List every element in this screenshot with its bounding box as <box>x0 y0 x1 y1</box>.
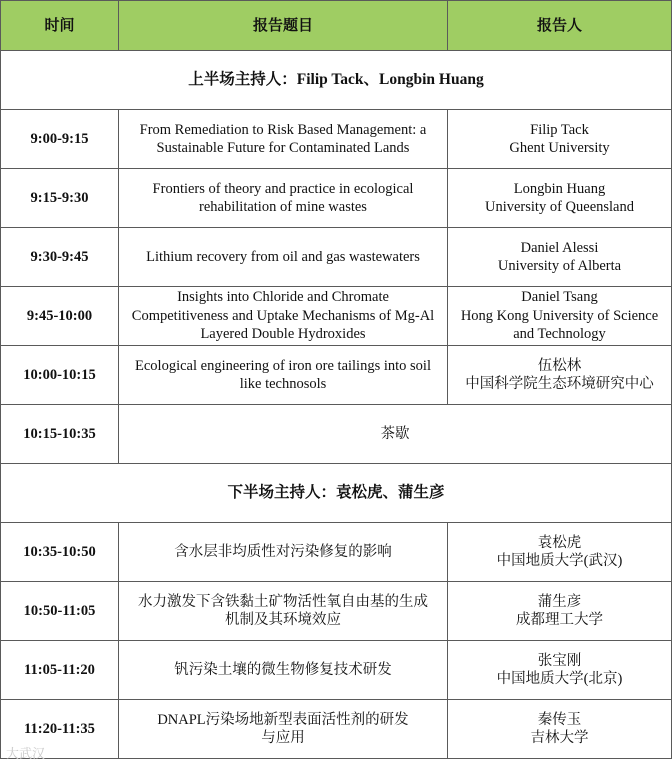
table-row <box>1 523 672 582</box>
talk-title: Ecological engineering of iron ore tailings into soil like technosols <box>119 346 448 405</box>
second-half-chair: 下半场主持人：袁松虎、蒲生彦 <box>1 464 672 523</box>
talk-speaker: 袁松虎 中国地质大学(武汉) <box>448 523 672 582</box>
table-row <box>1 110 672 169</box>
talk-time: 10:50-11:05 <box>1 582 119 641</box>
talk-speaker: 张宝刚 中国地质大学(北京) <box>448 641 672 700</box>
talk-time: 9:00-9:15 <box>1 110 119 169</box>
talk-speaker: 秦传玉 吉林大学 <box>448 700 672 759</box>
talk-title: 钒污染土壤的微生物修复技术研发 <box>119 641 448 700</box>
talk-speaker: Daniel Tsang Hong Kong University of Science and Technology <box>448 287 672 346</box>
talk-time: 11:20-11:35 <box>1 700 119 759</box>
talk-title: Lithium recovery from oil and gas wastewaters <box>119 228 448 287</box>
table-row <box>1 169 672 228</box>
talk-time: 11:05-11:20 <box>1 641 119 700</box>
tea-break: 茶歇 <box>119 405 672 464</box>
watermark: 大武汉 <box>6 747 46 762</box>
table-row <box>1 641 672 700</box>
talk-title: 含水层非均质性对污染修复的影响 <box>119 523 448 582</box>
talk-title: Frontiers of theory and practice in ecological rehabilitation of mine wastes <box>119 169 448 228</box>
talk-time: 9:45-10:00 <box>1 287 119 346</box>
talk-speaker: 伍松林 中国科学院生态环境研究中心 <box>448 346 672 405</box>
session-row-first <box>1 51 672 110</box>
talk-speaker: Filip Tack Ghent University <box>448 110 672 169</box>
table-row <box>1 228 672 287</box>
table-row <box>1 582 672 641</box>
table-row <box>1 346 672 405</box>
talk-time: 10:00-10:15 <box>1 346 119 405</box>
talk-title: DNAPL污染场地新型表面活性剂的研发 与应用 <box>119 700 448 759</box>
header-speaker: 报告人 <box>448 1 672 51</box>
header-row <box>1 1 672 51</box>
talk-speaker: 蒲生彦 成都理工大学 <box>448 582 672 641</box>
break-time: 10:15-10:35 <box>1 405 119 464</box>
table-row <box>1 700 672 759</box>
header-title: 报告题目 <box>119 1 448 51</box>
talk-speaker: Longbin Huang University of Queensland <box>448 169 672 228</box>
talk-time: 9:15-9:30 <box>1 169 119 228</box>
table-row <box>1 287 672 346</box>
first-half-chair: 上半场主持人：Filip Tack、Longbin Huang <box>1 51 672 110</box>
talk-title: From Remediation to Risk Based Management: a Sustainable Future for Contaminated Lands <box>119 110 448 169</box>
talk-speaker: Daniel Alessi University of Alberta <box>448 228 672 287</box>
talk-time: 10:35-10:50 <box>1 523 119 582</box>
header-time: 时间 <box>1 1 119 51</box>
break-row <box>1 405 672 464</box>
session-row-second <box>1 464 672 523</box>
talk-title: Insights into Chloride and Chromate Competitiveness and Uptake Mechanisms of Mg-Al Layered Double Hydroxides <box>119 287 448 346</box>
talk-time: 9:30-9:45 <box>1 228 119 287</box>
talk-title: 水力激发下含铁黏土矿物活性氧自由基的生成 机制及其环境效应 <box>119 582 448 641</box>
